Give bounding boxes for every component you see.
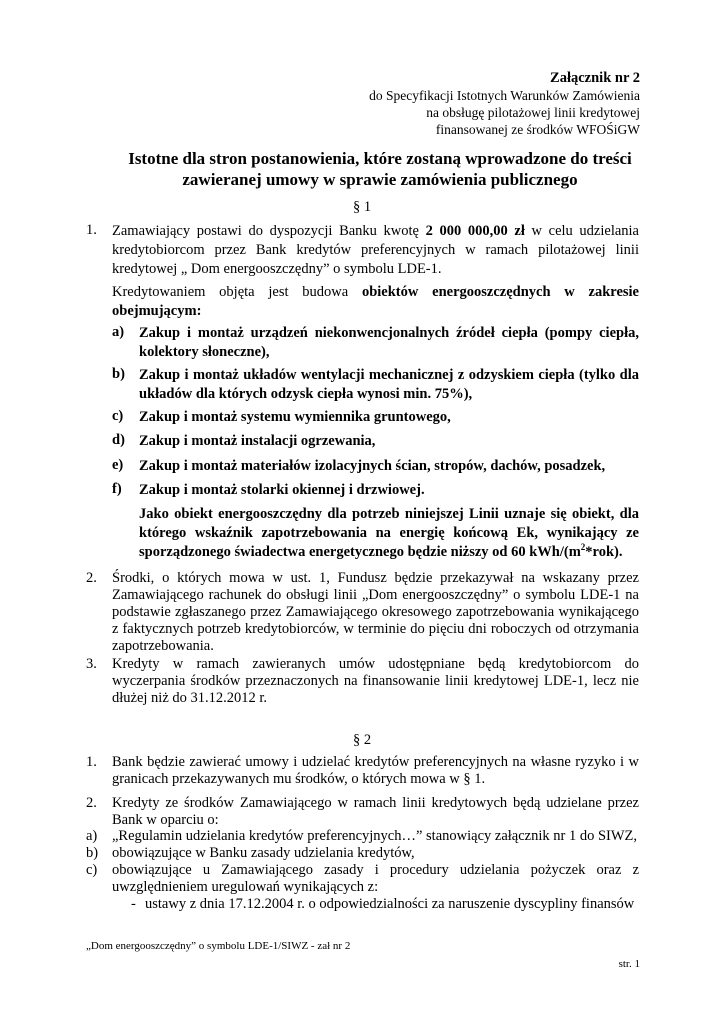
s1-item-d-label: d) <box>112 432 125 448</box>
s1-paragraph-2: Środki, o których mowa w ust. 1, Fundusz będzie przekazywał na wskazany przez Zamawiającego rachunek do obsługi linii „Dom energooszczędny” o symbolu LDE-1 na podstawie zgłaszanego przez Zamawiającego okresowego zapotrzebowania wynikającego z faktycznych potrzeb kredytobiorców, w terminie do pięciu dni roboczych od otrzymania zapotrzebowania. <box>112 570 639 654</box>
s2-p2-number: 2. <box>86 795 97 811</box>
s2-paragraph-1: Bank będzie zawierać umowy i udzielać kredytów preferencyjnych na własne ryzyko i w granicach przekazywanych mu środków, o których mowa w § 1. <box>112 754 639 787</box>
s1-item-b-label: b) <box>112 366 125 382</box>
s1-item-b-text: Zakup i montaż układów wentylacji mechanicznej z odzyskiem ciepła (tylko dla układów dla których odzysk ciepła wynosi min. 75%), <box>139 367 639 402</box>
s2-p1-number: 1. <box>86 754 97 770</box>
s1-item-e-text: Zakup i montaż materiałów izolacyjnych ścian, stropów, dachów, posadzek, <box>139 458 606 474</box>
s2-paragraph-2: Kredyty ze środków Zamawiającego w ramach linii kredytowych będą udzielane przez Bank w oparciu o: <box>112 795 639 828</box>
s1-paragraph-3: Kredyty w ramach zawieranych umów udostępniane będą kredytobiorcom do wyczerpania środków przeznaczonych na finansowanie linii kredytowej LDE-1, lecz nie dłużej niż do 31.12.2012 r. <box>112 656 639 706</box>
s2-item-c-label: c) <box>86 862 98 878</box>
s1-paragraph-1b <box>112 283 639 321</box>
footer-page-number: str. 1 <box>618 958 640 970</box>
s1-item-a-label: a) <box>112 324 125 340</box>
document-title <box>90 148 670 190</box>
s1-paragraph-1 <box>112 222 639 279</box>
s2-item-a-label: a) <box>86 828 98 844</box>
footer-document-ref: „Dom energooszczędny” o symbolu LDE-1/SIWZ - zał nr 2 <box>86 940 351 952</box>
s1-item-d-text: Zakup i montaż instalacji ogrzewania, <box>139 433 376 449</box>
s2-item-b-text: obowiązujące w Banku zasady udzielania kredytów, <box>112 845 415 861</box>
s1-p2-number: 2. <box>86 570 97 586</box>
title-line-1: Istotne dla stron postanowienia, które zostaną wprowadzone do treści <box>128 149 632 168</box>
section-1-heading: § 1 <box>352 199 372 215</box>
s2-dash-text: ustawy z dnia 17.12.2004 r. o odpowiedzialności za naruszenie dyscypliny finansów <box>145 896 635 912</box>
s1-item-e-label: e) <box>112 457 124 473</box>
annex-line-1: do Specyfikacji Istotnych Warunków Zamówienia <box>369 88 640 103</box>
s1-p1b-text-b: obiektów energooszczędnych w zakresie obejmującym: <box>112 284 639 319</box>
s1-p1b-text-a: Kredytowaniem objęta jest budowa <box>112 284 362 300</box>
s1-p1-number: 1. <box>86 222 97 238</box>
s2-item-c-text: obowiązujące u Zamawiającego zasady i procedury udzielania pożyczek oraz z uwzględnieniem uregulowań wynikających z: <box>112 862 639 895</box>
s1-energy-text-b: *rok). <box>585 544 623 560</box>
s1-energy-sup: 2 <box>580 542 586 553</box>
s1-item-c-label: c) <box>112 408 124 424</box>
section-2-heading: § 2 <box>352 732 372 748</box>
annex-line-3: finansowanej ze środków WFOŚiGW <box>435 122 640 137</box>
s2-dash: - <box>131 896 136 912</box>
s1-p1-text-b: w celu udzielania kredytobiorcom przez Bank kredytów preferencyjnych w ramach pilotażowej linii kredytowej „ Dom energooszczędny” o symbolu LDE-1. <box>112 223 639 277</box>
s2-item-b-label: b) <box>86 845 99 861</box>
s2-item-a-text: „Regulamin udzielania kredytów preferencyjnych…” stanowiący załącznik nr 1 do SIWZ, <box>112 828 638 844</box>
s1-energy-definition <box>139 505 639 562</box>
annex-header <box>369 70 640 138</box>
s1-item-f-text: Zakup i montaż stolarki okiennej i drzwiowej. <box>139 482 425 498</box>
s1-item-a-text: Zakup i montaż urządzeń niekonwencjonalnych źródeł ciepła (pompy ciepła, kolektory słoneczne), <box>139 325 639 360</box>
title-line-2: zawieranej umowy w sprawie zamówienia publicznego <box>182 170 578 189</box>
annex-line-2: na obsługę pilotażowej linii kredytowej <box>426 105 640 120</box>
s1-item-f-label: f) <box>112 481 122 497</box>
s1-p1-amount: 2 000 000,00 zł <box>425 223 525 239</box>
s1-p3-number: 3. <box>86 656 97 672</box>
s1-item-c-text: Zakup i montaż systemu wymiennika gruntowego, <box>139 409 451 425</box>
annex-number: Załącznik nr 2 <box>550 70 640 86</box>
s1-energy-text-a: Jako obiekt energooszczędny dla potrzeb niniejszej Linii uznaje się obiekt, dla którego wskaźnik zapotrzebowania na energię końcową Ek, wynikający ze sporządzonego świadectwa energetycznego będzie niższy od 60 kWh/(m <box>139 506 639 560</box>
s1-p1-text-a: Zamawiający postawi do dyspozycji Banku kwotę <box>112 223 426 239</box>
